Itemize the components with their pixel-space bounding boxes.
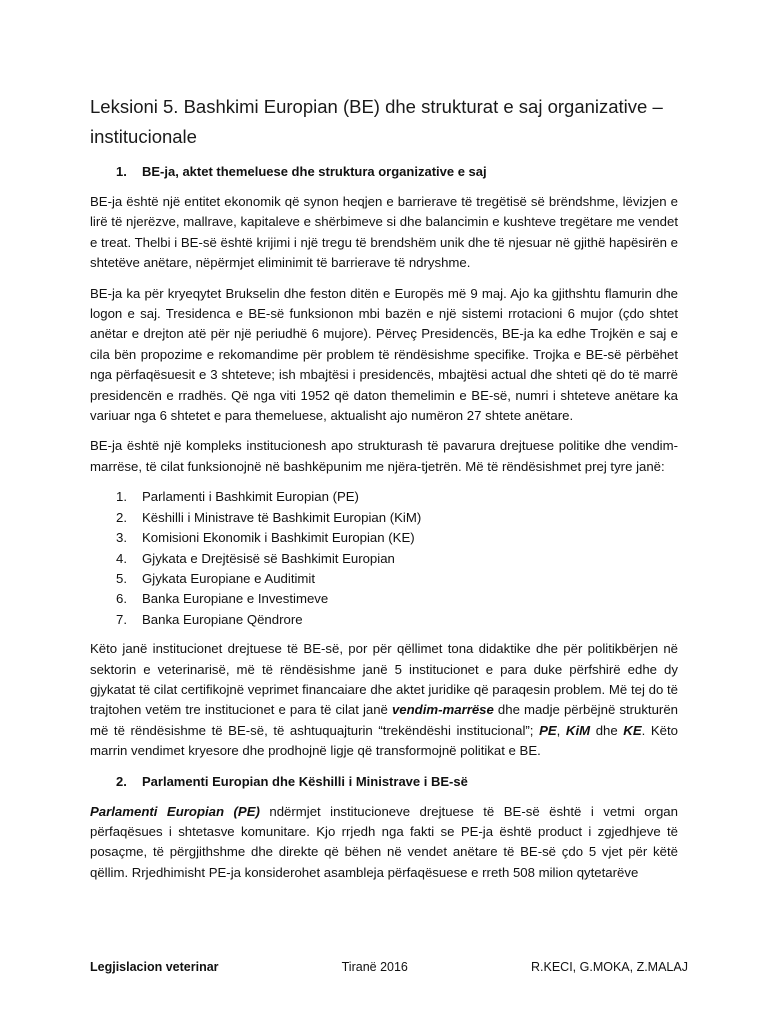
- list-label: Banka Europiane e Investimeve: [142, 591, 329, 607]
- emphasis-ke: KE: [623, 722, 642, 738]
- list-number: 1.: [116, 489, 127, 505]
- section-heading-text: Parlamenti Europian dhe Këshilli i Ministrave i BE-së: [142, 773, 468, 789]
- list-item: [90, 528, 678, 548]
- footer-center: Tiranë 2016: [341, 960, 408, 974]
- section-number: 1.: [116, 164, 127, 179]
- list-item: [90, 549, 678, 569]
- list-label: Gjykata Europiane e Auditimit: [142, 570, 315, 586]
- list-label: Parlamenti i Bashkimit Europian (PE): [142, 489, 359, 505]
- list-number: 5.: [116, 570, 127, 586]
- list-number: 7.: [116, 611, 127, 627]
- paragraph-4-text-a: Këto janë institucionet drejtuese të BE-së, por për qëllimet tona didaktike dhe për politikbërjen në sektorin e veterinarisë, më të rëndësishme janë 5 institucionet e para duke përfshirë edhe dy gjykatat të cilat certifikojnë veprimet financaiare dhe aktet juridike që paraqesin problem. Më tej do të trajtohen vetëm tre institucionet e para të cilat janë: [90, 641, 678, 718]
- footer-right: R.KECI, G.MOKA, Z.MALAJ: [531, 960, 688, 974]
- paragraph-4-text-d: . Këto marrin vendimet kryesore dhe prodhojnë ligje që transformojnë politikat e BE.: [90, 722, 679, 759]
- paragraph-2: BE-ja ka për kryeqytet Brukselin dhe feston ditën e Europës më 9 maj. Ajo ka gjithshtu flamurin dhe logon e saj. Tresidenca e BE-së funksionon mbi bazën e një sistemi rrotacioni 6 mujor (çdo shtet anëtar e drejton atë për një periudhë 6 mujore). Përveç Presidencës, BE-ja ka edhe Trojkën e saj e cila bën propozime e rekomandime për problem të rëndësishme specifike. Trojka e BE-së përbëhet nga përfaqësuesit e 3 shteteve; ish mbajtësi i presidencës, mbajtësi actual dhe shteti që do të marrë presidencën e rradhës. Që nga viti 1952 që daton themelimin e BE-së, numri i shteteve anëtare ka variuar nga 6 shtetet e para themeluese, aktualisht ajo numëron 27 shtete anëtare.: [90, 285, 678, 424]
- emphasis-kim: KiM: [565, 722, 591, 738]
- emphasis-vendim-marrese: vendim-marrëse: [391, 702, 494, 718]
- list-number: 6.: [116, 591, 127, 607]
- paragraph-1: BE-ja është një entitet ekonomik që synon heqjen e barrierave të tregëtisë së brëndshme, lëvizjen e lirë të njerëzve, mallrave, kapitaleve e shërbimeve si dhe balancimin e kushteve tregëtare me vendet e treat. Thelbi i BE-së është krijimi i një tregu të brendshëm unik dhe të njesuar në gjithë hapësirën e shtetëve anëtare, nëpërmjet eliminimit të barrierave të ndryshme.: [90, 194, 678, 271]
- section-heading-2: [90, 772, 678, 792]
- emphasis-parlamenti-europian: Parlamenti Europian (PE): [90, 803, 260, 819]
- section-number: 2.: [116, 773, 127, 789]
- paragraph-4-text-c: dhe: [590, 722, 624, 738]
- emphasis-pe: PE: [539, 722, 557, 738]
- paragraph-5: [90, 802, 678, 884]
- list-item: [90, 569, 678, 589]
- page-footer: [90, 960, 688, 974]
- paragraph-4-text-b: dhe madje përbëjnë strukturën më të rëndësishme të BE-së, të ashtuquajturin “trekëndëshi institucional”;: [90, 702, 678, 738]
- document-body: [90, 92, 678, 893]
- list-label: Gjykata e Drejtësisë së Bashkimit Europian: [142, 550, 395, 566]
- paragraph-4-separator: ,: [556, 722, 566, 738]
- list-item: [90, 610, 678, 630]
- list-label: Komisioni Ekonomik i Bashkimit Europian (KE): [142, 530, 415, 546]
- list-label: Banka Europiane Qëndrore: [142, 611, 303, 627]
- list-number: 3.: [116, 530, 127, 546]
- list-label: Këshilli i Ministrave të Bashkimit Europian (KiM): [142, 509, 422, 525]
- paragraph-3: BE-ja është një kompleks institucionesh apo strukturash të pavarura drejtuese politike dhe vendim-marrëse, të cilat funksionojnë në bashkëpunim me njëra-tjetrën. Më të rëndësishmet prej tyre janë:: [90, 438, 678, 474]
- section-heading-1: [90, 162, 678, 182]
- paragraph-4: [90, 639, 678, 761]
- footer-left: Legjislacion veterinar: [90, 960, 219, 974]
- list-item: [90, 487, 678, 507]
- list-item: [90, 589, 678, 609]
- paragraph-5-text: ndërmjet institucioneve drejtuese të BE-së është i vetmi organ përfaqësues i shtetasve komunitare. Kjo rrjedh nga fakti se PE-ja është product i zgjedhjeve të posaçme, të përgjithshme dhe direkte që bëhen në vendet anëtare të BE-së çdo 5 vjet për këtë qëllim. Rrjedhimisht PE-ja konsiderohet asambleja përfaqësuese e rreth 508 milion qytetarëve: [90, 803, 678, 880]
- list-item: [90, 508, 678, 528]
- section-heading-text: BE-ja, aktet themeluese dhe struktura organizative e saj: [142, 164, 487, 179]
- institutions-list: [90, 487, 678, 630]
- list-number: 4.: [116, 550, 127, 566]
- list-number: 2.: [116, 509, 127, 525]
- page-title: Leksioni 5. Bashkimi Europian (BE) dhe strukturat e saj organizative – institucionale: [90, 96, 663, 147]
